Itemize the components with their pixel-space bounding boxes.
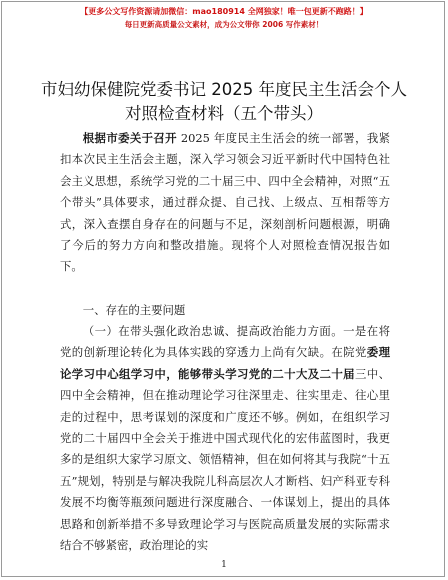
promo-banner-line2: 每日更新高质量公文素材，成为公文带你 2006 写作素材！ xyxy=(124,20,324,29)
problem-text-bold: 委理论学习中心组学习中，能够带头学习党的二十大及二十届 xyxy=(60,345,390,381)
intro-body: 2025 年度民主生活会的统一部署，我紧扣本次民主生活会主题，深入学习领会习近平新时代中国特色社会主义思想，系统学习党的二十届三中、四中全会精神，对照“五个带头”具体要求，通过群众提、自己找、上级点、互相帮等方式，深入查摆自身存在的问题与不足，深刻剖析问题根源，明确了今后的努力方向和整改措施。现将个人对照检查情况报告如下。 xyxy=(60,131,390,274)
promo-banner xyxy=(0,6,448,30)
document-title: 市妇幼保健院党委书记 2025 年度民主生活会个人对照检查材料（五个带头） xyxy=(41,80,407,123)
page-number: 1 xyxy=(221,560,227,570)
section-heading: 一、存在的主要问题 xyxy=(82,303,186,317)
intro-paragraph xyxy=(60,128,390,278)
intro-lead: 根据市委关于召开 xyxy=(82,131,177,145)
problem-text-part2: 三中、四中全会精神，但在推动理论学习往深里走、往实里走、往心里走的过程中，思考谋划的深度和广度还不够。例如，在组织学习党的二十届四中全会关于推进中国式现代化的宏伟蓝图时，我更多的是组织大家学习原文、领悟精神，但在如何将其与我院“十五五”规划，特别是与解决我院儿科高层次人才断档、妇产科亚专科发展不均衡等瓶颈问题进行深度融合、一体谋划上，提出的具体思路和创新举措不多导致理论学习与医院高质量发展的实际需求结合不够紧密，政治理论的实 xyxy=(60,366,390,553)
promo-banner-line1: 【更多公文写作资源请加微信：mao180914 全网独家！唯一包更新不跑路！】 xyxy=(80,7,368,16)
problem-text-part1: （一）在带头强化政治忠诚、提高政治能力方面。一是在将党的创新理论转化为具体实践的穿透力上尚有欠缺。在院党 xyxy=(60,324,390,360)
problem-paragraph xyxy=(60,321,390,556)
